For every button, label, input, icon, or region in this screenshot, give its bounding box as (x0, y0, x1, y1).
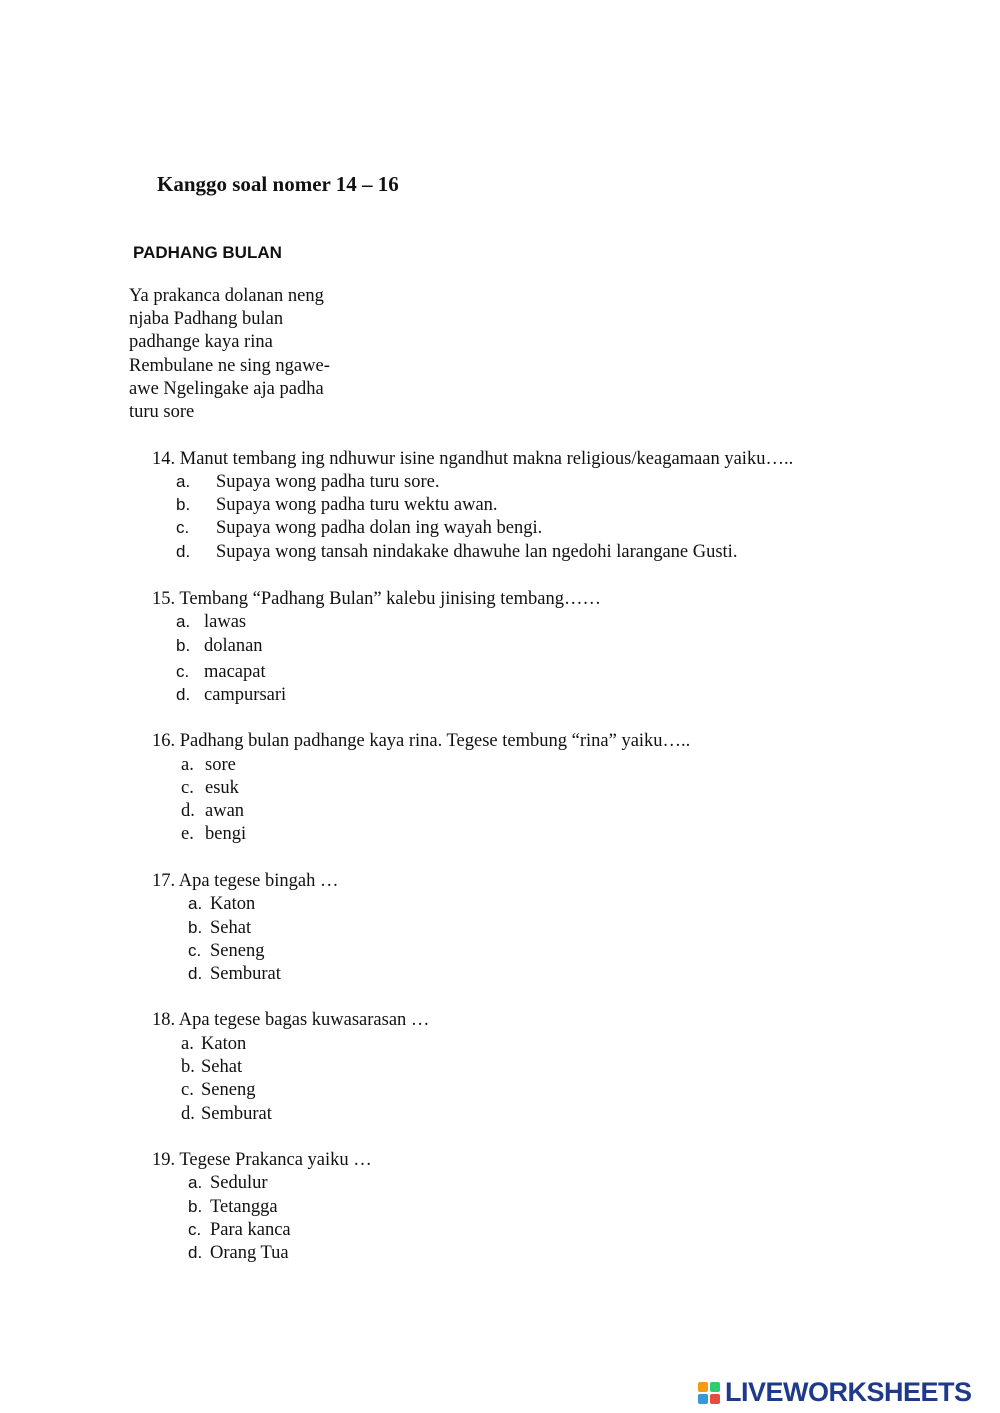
option[interactable] (181, 1057, 242, 1078)
question-text: 16. Padhang bulan padhange kaya rina. Tegese tembung “rina” yaiku….. (152, 731, 691, 751)
option-text: Tetangga (210, 1197, 278, 1217)
option-text: Supaya wong tansah nindakake dhawuhe lan ngedohi larangane Gusti. (216, 542, 738, 562)
option-text: Seneng (201, 1080, 256, 1100)
option-text: Sedulur (210, 1173, 268, 1193)
page-heading: Kanggo soal nomer 14 – 16 (157, 172, 399, 196)
option-text: esuk (205, 778, 239, 798)
option-letter: d. (181, 1104, 195, 1124)
option[interactable] (176, 636, 263, 657)
option-letter: b. (188, 1197, 203, 1216)
option[interactable] (181, 778, 239, 799)
option-letter: d. (188, 964, 203, 983)
poem-block (129, 285, 330, 424)
option-text: Semburat (201, 1104, 272, 1124)
question-text: 18. Apa tegese bagas kuwasarasan … (152, 1010, 430, 1030)
option-text: Semburat (210, 964, 281, 984)
option-text: sore (205, 755, 236, 775)
option[interactable] (181, 1104, 272, 1125)
option-text: Katon (210, 894, 256, 914)
option[interactable] (176, 685, 286, 706)
option[interactable] (188, 1173, 268, 1194)
poem-line: awe Ngelingake aja padha (129, 378, 324, 399)
option[interactable] (188, 1197, 278, 1218)
logo-square-icon (710, 1394, 720, 1404)
option[interactable] (188, 1220, 291, 1241)
option-text: macapat (204, 662, 266, 682)
poem-line: turu sore (129, 402, 195, 423)
option-letter: a. (181, 755, 194, 775)
option-letter: d. (188, 1243, 203, 1262)
option[interactable] (188, 918, 251, 939)
option-letter: d. (176, 542, 191, 561)
option-text: dolanan (204, 636, 263, 656)
option[interactable] (176, 542, 737, 563)
option-text: Sehat (210, 918, 252, 938)
question-text: 19. Tegese Prakanca yaiku … (152, 1150, 372, 1170)
poem-line: njaba Padhang bulan (129, 309, 284, 330)
option[interactable] (181, 755, 236, 776)
option-text: Supaya wong padha dolan ing wayah bengi. (216, 518, 543, 538)
option[interactable] (188, 1243, 289, 1264)
option-letter: d. (181, 801, 195, 821)
option-letter: b. (188, 918, 203, 937)
option-letter: b. (176, 636, 191, 655)
option-text: campursari (204, 685, 287, 705)
logo-square-icon (698, 1382, 708, 1392)
option-letter: a. (188, 894, 203, 913)
option[interactable] (188, 964, 281, 985)
option-letter: b. (181, 1057, 195, 1077)
option[interactable] (181, 1080, 255, 1101)
logo-text: LIVEWORKSHEETS (725, 1377, 972, 1407)
option-text: lawas (204, 612, 247, 632)
question-text: 14. Manut tembang ing ndhuwur isine ngandhut makna religious/keagamaan yaiku….. (152, 449, 794, 469)
option-letter: c. (188, 941, 202, 960)
option[interactable] (181, 801, 244, 822)
question-text: 17. Apa tegese bingah … (152, 871, 339, 891)
option-text: Para kanca (210, 1220, 291, 1240)
option-letter: a. (188, 1173, 203, 1192)
liveworksheets-logo[interactable] (698, 1377, 972, 1408)
option-letter: a. (176, 472, 191, 491)
option-text: Seneng (210, 941, 265, 961)
option-text: Katon (201, 1034, 247, 1054)
question-text: 15. Tembang “Padhang Bulan” kalebu jinising tembang…… (152, 589, 601, 609)
option-text: Orang Tua (210, 1243, 289, 1263)
option[interactable] (188, 894, 255, 915)
option-text: Supaya wong padha turu wektu awan. (216, 495, 498, 515)
logo-mark-icon (698, 1382, 720, 1404)
option-letter: c. (176, 662, 190, 681)
option[interactable] (181, 824, 246, 845)
option[interactable] (188, 941, 264, 962)
option[interactable] (176, 518, 542, 539)
option-letter: a. (176, 612, 191, 631)
option-letter: b. (176, 495, 191, 514)
option[interactable] (176, 495, 498, 516)
option-text: bengi (205, 824, 247, 844)
option-letter: c. (181, 778, 194, 798)
option-text: awan (205, 801, 245, 821)
logo-square-icon (698, 1394, 708, 1404)
option-letter: c. (181, 1080, 194, 1100)
poem-line: Rembulane ne sing ngawe- (129, 355, 330, 376)
poem-line: Ya prakanca dolanan neng (129, 286, 324, 306)
option-text: Supaya wong padha turu sore. (216, 472, 440, 492)
option[interactable] (181, 1034, 246, 1055)
option-letter: d. (176, 685, 191, 704)
logo-square-icon (710, 1382, 720, 1392)
option[interactable] (176, 612, 246, 633)
option[interactable] (176, 662, 266, 683)
option-letter: a. (181, 1034, 194, 1054)
song-title: PADHANG BULAN (133, 243, 282, 262)
option-letter: c. (176, 518, 190, 537)
option-text: Sehat (201, 1057, 243, 1077)
option-letter: c. (188, 1220, 202, 1239)
option-letter: e. (181, 824, 194, 844)
poem-line: padhange kaya rina (129, 332, 273, 353)
option[interactable] (176, 472, 440, 493)
